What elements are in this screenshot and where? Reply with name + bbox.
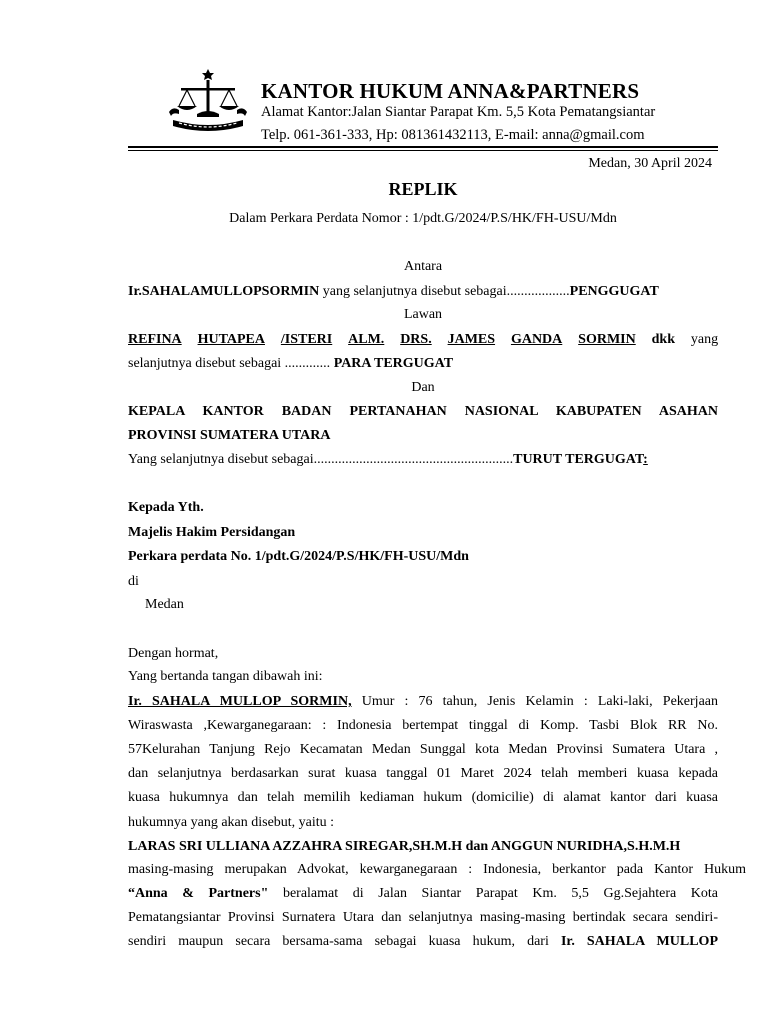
turut-word: KABUPATEN [555,404,642,419]
body-line: hukumnya yang akan disebut, yaitu : [128,815,335,830]
body-line: Pematangsiantar Provinsi Surnatera Utara dan selanjutnya masing-masing bertindak secara sendiri- [128,910,718,925]
scales-of-justice-icon [167,68,249,134]
addressee-perkara: Perkara perdata No. 1/pdt.G/2024/P.S/HK/FH-USU/Mdn [128,549,469,564]
turut-word: PERTANAHAN [349,404,447,419]
client-name: Ir. SAHALA MULLOP SORMIN, [128,694,352,709]
case-number-line: Dalam Perkara Perdata Nomor : 1/pdt.G/2024/P.S/HK/FH-USU/Mdn [229,211,617,226]
body-line [128,886,718,902]
letterhead-rule-thin [128,150,718,151]
firm-name: KANTOR HUKUM ANNA&PARTNERS [261,79,640,103]
body-line [128,694,718,710]
firm-address: Alamat Kantor:Jalan Siantar Parapat Km. 5,5 Kota Pematangsiantar [261,104,656,120]
turut-word: KANTOR [202,404,264,419]
turut-designation-line [128,452,718,468]
tergugat-word: REFINA [128,332,182,347]
body-line: 57Kelurahan Tanjung Rejo Kecamatan Medan Sunggal kota Medan Provinsi Sumatera Utara , [128,742,718,757]
tergugat-word: GANDA [510,332,563,347]
letter-date: Medan, 30 April 2024 [588,156,712,171]
tergugat-word: SORMIN [578,332,636,347]
tergugat-word: HUTAPEA [197,332,265,347]
letterhead-rule-thick [128,146,718,148]
lawyers-line: LARAS SRI ULLIANA AZZAHRA SIREGAR,SH.M.H dan ANGGUN NURIDHA,S.H.M.H [128,839,681,854]
tergugat-role: PARA TERGUGAT [333,356,454,371]
firm-reference: “Anna & Partners" [128,886,269,901]
greeting: Dengan hormat, [128,646,219,661]
body-line: kuasa hukumnya dan telah memilih kediaman hukum (domicilie) di alamat kantor dari kuasa [128,790,718,805]
turut-colon: : [643,452,648,467]
tergugat-suffix: yang [690,332,719,347]
turut-word: KEPALA [128,404,185,419]
addressee-di: di [128,574,139,589]
body-text: beralamat di Jalan Siantar Parapat Km. 5,5 Gg.Sejahtera Kota [268,886,718,901]
body-line: masing-masing merupakan Advokat, kewarganegaraan : Indonesia, berkantor pada Kantor Hukum [128,862,746,877]
tergugat-word: ALM. [348,332,385,347]
dan-label: Dan [411,380,435,395]
tergugat-word: /ISTERI [280,332,333,347]
penggugat-role: PENGGUGAT [569,284,659,299]
tergugat-designation-line [128,356,718,372]
tergugat-word: JAMES [447,332,496,347]
turut-word: BADAN [281,404,332,419]
tergugat-text: selanjutnya disebut sebagai ............. [128,356,334,371]
body-line: Wiraswasta ,Kewarganegaraan: : Indonesia bertempat tinggal di Komp. Tasbi Blok RR No. [128,718,718,733]
body-line [128,934,718,950]
tergugat-word: dkk [651,332,675,347]
addressee-city: Medan [145,597,184,612]
addressee-kepada: Kepada Yth. [128,500,204,515]
turut-role: TURUT TERGUGAT [513,452,644,467]
client-name: Ir. SAHALA MULLOP [560,934,718,949]
intro-line: Yang bertanda tangan dibawah ini: [128,669,323,684]
lawan-label: Lawan [403,307,443,322]
turut-word: ASAHAN [658,404,718,419]
tergugat-word: DRS. [400,332,432,347]
penggugat-text: yang selanjutnya disebut sebagai.................. [319,284,570,299]
document-title: REPLIK [388,179,458,199]
tergugat-line [128,332,718,348]
penggugat-line [128,284,718,300]
penggugat-name: Ir.SAHALAMULLOPSORMIN [128,284,320,299]
addressee-majelis: Majelis Hakim Persidangan [128,525,296,540]
turut-tergugat-province: PROVINSI SUMATERA UTARA [128,428,331,443]
turut-tergugat-line [128,404,718,420]
body-text: Umur : 76 tahun, Jenis Kelamin : Laki-laki, Pekerjaan [351,694,718,709]
turut-word: NASIONAL [464,404,538,419]
body-text: sendiri maupun secara bersama-sama sebagai kuasa hukum, dari [128,934,561,949]
turut-text: Yang selanjutnya disebut sebagai......................................................... [128,452,514,467]
firm-contact: Telp. 061-361-333, Hp: 081361432113, E-mail: anna@gmail.com [261,127,645,143]
antara-label: Antara [403,259,443,274]
body-line: dan selanjutnya berdasarkan surat kuasa tanggal 01 Maret 2024 telah memberi kuasa kepada [128,766,718,781]
